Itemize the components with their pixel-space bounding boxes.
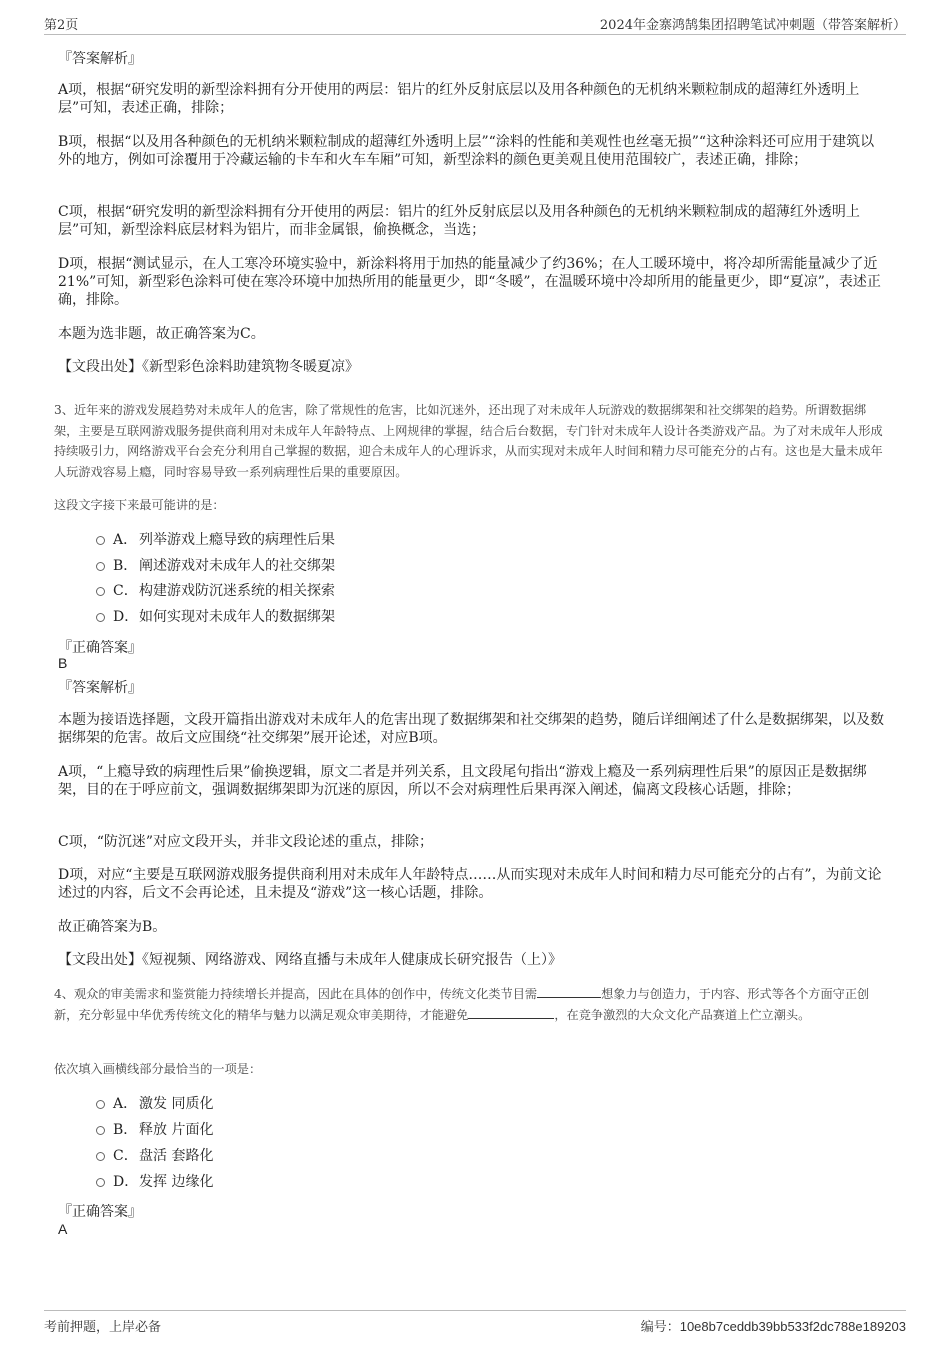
q4-stem: 4、观众的审美需求和鉴赏能力持续增长并提高，因此在具体的创作中，传统文化类节目需 想象力与创造力，于内容、形式等各个方面守正创新，充分彰显中华优秀传统文化的精华与魅力以满足观众审美期待，才能避免 ，在竞争激烈的大众文化产品赛道上伫立潮头。 (54, 987, 870, 1022)
document-code: 编号：10e8b7ceddb39bb533f2dc788e189203 (640, 1319, 906, 1335)
q4-option-a[interactable] (96, 1093, 213, 1115)
radio-icon[interactable] (96, 562, 105, 571)
q3-analysis-label: 『答案解析』 (58, 680, 142, 696)
q2-analysis-a: A项，根据“研究发明的新型涂料拥有分开使用的两层：铝片的红外反射底层以及用各种颜色的无机纳米颗粒制成的超薄红外透明上层”可知，表述正确，排除； (58, 82, 860, 116)
q2-analysis-c: C项，根据“研究发明的新型涂料拥有分开使用的两层：铝片的红外反射底层以及用各种颜色的无机纳米颗粒制成的超薄红外透明上层”可知，新型涂料底层材料为铝片，而非金属银，偷换概念，当选； (58, 204, 860, 238)
blank-line (537, 985, 601, 998)
radio-icon[interactable] (96, 1100, 105, 1109)
option-text: 构建游戏防沉迷系统的相关探索 (139, 583, 335, 599)
q2-source: 【文段出处】《新型彩色涂料助建筑物冬暖夏凉》 (58, 359, 359, 375)
page-number: 第2页 (44, 18, 79, 33)
q3-prompt: 这段文字接下来最可能讲的是： (54, 498, 225, 512)
option-label: B． (113, 1122, 138, 1138)
radio-icon[interactable] (96, 613, 105, 622)
blank-line (468, 1006, 554, 1019)
radio-icon[interactable] (96, 587, 105, 596)
q3-conclusion: 故正确答案为B。 (58, 919, 167, 935)
q4-option-c[interactable] (96, 1145, 213, 1167)
q3-stem: 3、近年来的游戏发展趋势对未成年人的危害，除了常规性的危害，比如沉迷外，还出现了对未成年人玩游戏的数据绑架和社交绑架的趋势。所谓数据绑架，主要是互联网游戏服务提供商利用对未成年人年龄特点、上网规律的掌握，结合后台数据，专门针对未成年人设计各类游戏产品。为了对未成年人形成持续吸引力，网络游戏平台会充分利用自己掌握的数据，迎合未成年人的心理诉求，从而实现对未成年人时间和精力尽可能充分的占有。这也是大量未成年人玩游戏容易上瘾，同时容易导致一系列病理性后果的重要原因。 (54, 403, 883, 479)
q2-conclusion: 本题为选非题，故正确答案为C。 (58, 326, 265, 342)
option-text: 激发 同质化 (139, 1096, 214, 1112)
q4-option-d[interactable] (96, 1171, 213, 1193)
document-title: 2024年金寨鸿鹄集团招聘笔试冲刺题（带答案解析） (599, 18, 906, 33)
q3-option-a[interactable] (96, 529, 335, 551)
option-text: 发挥 边缘化 (139, 1174, 214, 1190)
q4-prompt: 依次填入画横线部分最恰当的一项是： (54, 1062, 262, 1076)
q3-source: 【文段出处】《短视频、网络游戏、网络直播与未成年人健康成长研究报告（上）》 (58, 952, 562, 968)
q4-option-b[interactable] (96, 1119, 213, 1141)
q2-analysis-label: 『答案解析』 (58, 51, 142, 67)
q3-option-b[interactable] (96, 555, 335, 577)
q3-analysis-p1: 本题为接语选择题，文段开篇指出游戏对未成年人的危害出现了数据绑架和社交绑架的趋势，随后详细阐述了什么是数据绑架，以及数据绑架的危害。故后文应围绕“社交绑架”展开论述，对应B项。 (58, 712, 884, 746)
q4-answer-label: 『正确答案』 (58, 1204, 142, 1220)
q3-option-d[interactable] (96, 606, 335, 628)
option-label: D． (113, 1174, 139, 1190)
option-label: A． (113, 1096, 138, 1112)
option-label: C． (113, 583, 138, 599)
radio-icon[interactable] (96, 1126, 105, 1135)
page-footer (44, 1310, 906, 1337)
q2-analysis-d: D项，根据“测试显示，在人工寒冷环境实验中，新涂料将用于加热的能量减少了约36%；在人工暖环境中，将冷却所需能量减少了近21%”可知，新型彩色涂料可使在寒冷环境中加热所用的能量更少，即“冬暖”，在温暖环境中冷却所用的能量更少，即“夏凉”，表述正确，排除。 (58, 256, 881, 308)
q2-analysis-b: B项，根据“以及用各种颜色的无机纳米颗粒制成的超薄红外透明上层”“涂料的性能和美观性也丝毫无损”“这种涂料还可应用于建筑以外的地方，例如可涂覆用于冷藏运输的卡车和火车车厢”可知，新型涂料的颜色更美观且使用范围较广，表述正确，排除； (58, 134, 875, 168)
q3-analysis-d: D项，对应“主要是互联网游戏服务提供商利用对未成年人年龄特点……从而实现对未成年人时间和精力尽可能充分的占有”，为前文论述过的内容，后文不会再论述，且未提及“游戏”这一核心话题，排除。 (58, 867, 882, 901)
option-label: D． (113, 609, 139, 625)
option-text: 阐述游戏对未成年人的社交绑架 (139, 558, 335, 574)
q3-analysis-c: C项，“防沉迷”对应文段开头，并非文段论述的重点，排除； (58, 834, 434, 850)
page-header (44, 10, 906, 35)
footer-slogan: 考前押题，上岸必备 (44, 1320, 162, 1335)
radio-icon[interactable] (96, 1178, 105, 1187)
q3-analysis-a: A项，“上瘾导致的病理性后果”偷换逻辑，原文二者是并列关系，且文段尾句指出“游戏上瘾及一系列病理性后果”的原因正是数据绑架，目的在于呼应前文，强调数据绑架即为沉迷的原因，所以不会对病理性后果再深入阐述，偏离文段核心话题，排除； (58, 764, 867, 798)
q3-option-c[interactable] (96, 580, 335, 602)
option-text: 如何实现对未成年人的数据绑架 (139, 609, 335, 625)
radio-icon[interactable] (96, 536, 105, 545)
option-label: C． (113, 1148, 138, 1164)
q3-answer: B (58, 655, 68, 671)
option-label: B． (113, 558, 138, 574)
option-text: 盘活 套路化 (139, 1148, 214, 1164)
option-text: 列举游戏上瘾导致的病理性后果 (139, 532, 335, 548)
radio-icon[interactable] (96, 1152, 105, 1161)
q4-answer: A (58, 1221, 68, 1237)
q3-answer-label: 『正确答案』 (58, 640, 142, 656)
option-label: A． (113, 532, 138, 548)
option-text: 释放 片面化 (139, 1122, 214, 1138)
